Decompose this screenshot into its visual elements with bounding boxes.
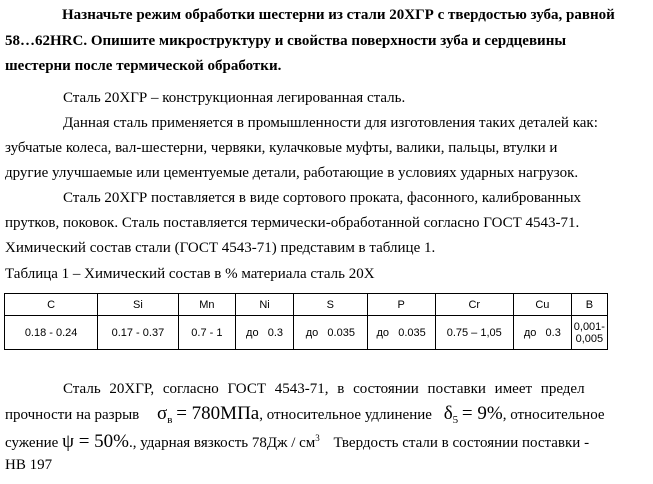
value-c: 0.18 - 0.24: [5, 316, 98, 350]
properties-line-2-text-c: , относительное: [502, 407, 605, 423]
header-b: B: [571, 294, 607, 316]
value-p: до 0.035: [367, 316, 435, 350]
header-si: Si: [98, 294, 178, 316]
value-b-line-2: 0,005: [575, 332, 604, 345]
properties-line-3: [5, 431, 589, 453]
delta-symbol: δ: [443, 403, 453, 424]
properties-line-3-text-a: сужение: [5, 435, 59, 451]
value-s: до 0.035: [293, 316, 367, 350]
header-ni: Ni: [236, 294, 294, 316]
properties-line-2-text-b: , относительное удлинение: [259, 407, 432, 423]
properties-line-1: Сталь 20ХГР, согласно ГОСТ 4543-71, в состоянии поставки имеет предел: [63, 381, 585, 397]
value-mn: 0.7 - 1: [178, 316, 236, 350]
paragraph-supply-line-1: Сталь 20ХГР поставляется в виде сортового проката, фасонного, калиброванных: [63, 190, 582, 206]
properties-line-2-text-a: прочности на разрыв: [5, 407, 140, 423]
sigma-subscript: в: [167, 414, 173, 426]
elongation-value: = 9%: [461, 403, 503, 424]
paragraph-intro: Сталь 20ХГР – конструкционная легированная сталь.: [63, 90, 406, 106]
properties-line-3-text-c: Твердость стали в состоянии поставки -: [333, 435, 590, 451]
table-row: [5, 316, 608, 350]
paragraph-usage-line-2: зубчатые колеса, вал-шестерни, червяки, кулачковые муфты, валики, пальцы, втулки и: [5, 140, 558, 156]
paragraph-supply-line-3: Химический состав стали (ГОСТ 4543-71) представим в таблице 1.: [5, 240, 436, 256]
question-line-3: шестерни после термической обработки.: [5, 58, 282, 74]
delta-subscript: 5: [452, 414, 459, 426]
value-cu: до 0.3: [513, 316, 571, 350]
value-ni: до 0.3: [236, 316, 294, 350]
strength-value: = 780МПа: [176, 403, 260, 424]
table-header-row: [5, 294, 608, 316]
header-cr: Cr: [435, 294, 513, 316]
header-cu: Cu: [513, 294, 571, 316]
header-mn: Mn: [178, 294, 236, 316]
value-b: [571, 316, 607, 350]
table-caption: Таблица 1 – Химический состав в % материала сталь 20Х: [5, 266, 375, 282]
properties-line-3-text-b: ., ударная вязкость 78Дж / см: [129, 435, 316, 451]
question-line-1: Назначьте режим обработки шестерни из стали 20ХГР с твердостью зуба, равной: [62, 7, 615, 23]
value-cr: 0.75 – 1,05: [435, 316, 513, 350]
properties-line-4: НВ 197: [5, 457, 53, 473]
reduction-value: ψ = 50%: [62, 431, 129, 452]
paragraph-usage-line-1: Данная сталь применяется в промышленности для изготовления таких деталей как:: [63, 115, 598, 131]
question-line-2: 58…62HRC. Опишите микроструктуру и свойства поверхности зуба и сердцевины: [5, 33, 567, 49]
unit-superscript: 3: [315, 433, 320, 443]
paragraph-usage-line-3: другие улучшаемые или цементуемые детали, работающие в условиях ударных нагрузок.: [5, 165, 579, 181]
header-s: S: [293, 294, 367, 316]
header-c: C: [5, 294, 98, 316]
paragraph-supply-line-2: прутков, поковок. Сталь поставляется термически-обработанной согласно ГОСТ 4543-71.: [5, 215, 580, 231]
properties-line-2: [5, 403, 605, 426]
sigma-symbol: σ: [157, 403, 168, 424]
value-b-line-1: 0,001-: [573, 320, 605, 333]
header-p: P: [367, 294, 435, 316]
value-si: 0.17 - 0.37: [98, 316, 178, 350]
chemical-composition-table: [4, 293, 608, 350]
